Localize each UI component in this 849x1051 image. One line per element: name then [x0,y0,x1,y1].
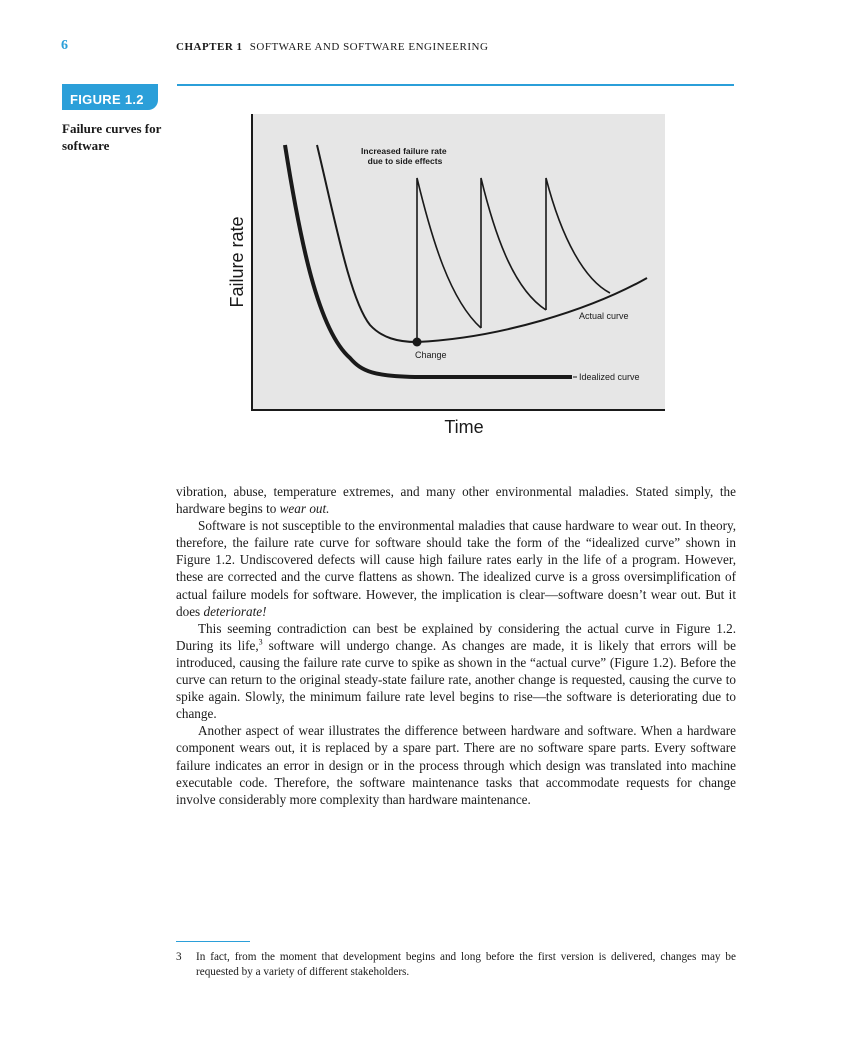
footnote-reference[interactable]: 3 [258,637,263,647]
paragraph-1 [176,483,736,517]
change-label: Change [415,350,447,360]
legend-idealized-curve: Idealized curve [579,372,640,382]
header-rule [177,84,734,86]
page-number: 6 [61,38,68,53]
paragraph-2-emphasis: deteriorate! [203,603,267,619]
spike-annotation [361,146,449,166]
footnote-number: 3 [176,951,182,963]
spike-annotation-line-2: due to side effects [367,156,443,166]
paragraph-3 [176,620,736,723]
footnote-text: In fact, from the moment that development begins and long before the first version is delivered, changes may be requested by a variety of different stakeholders. [196,951,736,978]
paragraph-3-text-b: software will undergo change. As changes are made, it is likely that errors will be introduced, causing the failure rate curve to spike as shown in the “actual curve” (Figure 1.2). Before the curve can return to the original steady-state failure rate, another change is requested, causing the curve to spike again. Slowly, the minimum failure rate level begins to rise—the software is deteriorating due to change. [176,637,736,722]
paragraph-1-text: vibration, abuse, temperature extremes, and many other environmental maladies. Stated simply, the hardware begins to [176,484,736,517]
footnote [176,950,736,980]
chapter-label: CHAPTER 1 [176,41,243,53]
paragraph-4: Another aspect of wear illustrates the difference between hardware and software. When a hardware component wears out, it is replaced by a spare part. There are no software spare parts. Every software failure indicates an error in design or in the process through which design was translated into machine executable code. Therefore, the software maintenance tasks that accommodate requests for change involve considerably more complexity than hardware maintenance. [176,723,736,807]
figure-badge: FIGURE 1.2 [62,88,158,110]
y-axis-label: Failure rate [227,216,247,308]
x-axis-label: Time [444,417,484,437]
change-point-marker [413,338,422,347]
footnote-rule [176,941,250,942]
paragraph-2-text: Software is not susceptible to the environmental maladies that cause hardware to wear out. In theory, therefore, the failure rate curve for software should take the form of the “idealized curve” shown in Figure 1.2. Undiscovered defects will cause high failure rates early in the life of a program. However, these are corrected and the curve flattens as shown. The idealized curve is a gross oversimplification of actual failure models for software. However, the implication is clear—software doesn’t wear out. But it does [176,518,736,619]
paragraph-2 [176,517,736,620]
running-header [176,41,488,53]
paragraph-3-text-a: This seeming contradiction can best be explained by considering the actual curve in Figure 1.2. During its life, [176,620,736,653]
paragraph-1-emphasis: wear out. [279,501,330,517]
chapter-title: SOFTWARE AND SOFTWARE ENGINEERING [249,41,489,53]
figure-caption: Failure curves for software [62,121,162,153]
body-text [176,483,736,808]
spike-annotation-line-1: Increased failure rate [361,146,447,156]
plot-background [252,114,665,409]
legend-actual-curve: Actual curve [579,311,629,321]
chart-svg [200,100,680,450]
failure-curves-chart [200,100,680,450]
